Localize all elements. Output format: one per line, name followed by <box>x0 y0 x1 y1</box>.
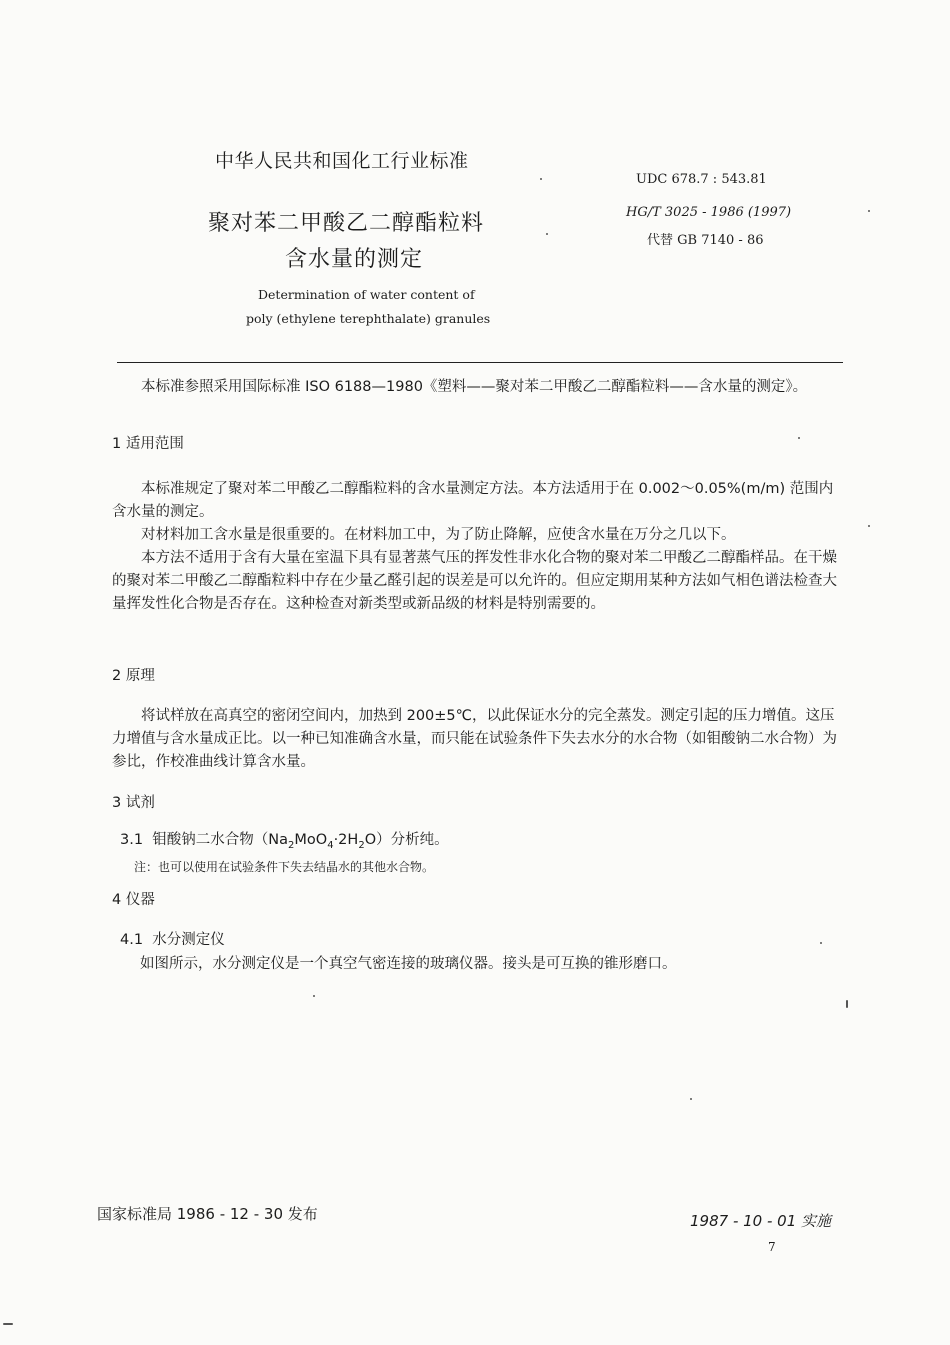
scan-speck <box>3 1323 13 1325</box>
scan-speck <box>868 210 870 212</box>
reagent-text-b: MoO <box>294 832 328 848</box>
section-1-paragraph-3: 本方法不适用于含有大量在室温下具有显著蒸气压的挥发性非水化合物的聚对苯二甲酸乙二醇酯样品。在干燥的聚对苯二甲酸乙二醇酯粒料中存在少量乙醛引起的误差是可以允许的。但应定期用某种方法如气相色谱法检查大量挥发性化合物是否存在。这种检查对新类型或新品级的材料是特别需要的。 <box>112 550 837 612</box>
intro-paragraph: 本标准参照采用国际标准 ISO 6188—1980《塑料——聚对苯二甲酸乙二醇酯粒料——含水量的测定》。 <box>141 379 808 395</box>
section-4-heading: 4 仪器 <box>112 892 155 908</box>
instrument-item-number: 4.1 <box>120 932 144 948</box>
instrument-item-title: 水分测定仪 <box>152 932 225 948</box>
scan-speck <box>798 437 800 439</box>
reagent-note: 注：也可以使用在试验条件下失去结晶水的其他水合物。 <box>134 860 435 874</box>
standard-code: HG/T 3025 - 1986 (1997) <box>626 205 792 220</box>
section-1-heading: 1 适用范围 <box>112 436 184 452</box>
scan-speck <box>868 525 870 527</box>
reagent-item-number: 3.1 <box>120 832 144 848</box>
page-number: 7 <box>768 1240 776 1254</box>
section-3-heading: 3 试剂 <box>112 795 155 811</box>
title-en-line2: poly (ethylene terephthalate) granules <box>246 311 491 326</box>
scan-speck <box>313 995 315 997</box>
reagent-sub-2: 4 <box>327 839 334 851</box>
replaces-standard: 代替 GB 7140 - 86 <box>647 233 764 248</box>
reagent-sub-3: 2 <box>358 839 365 851</box>
header-divider <box>117 362 843 363</box>
standard-organization: 中华人民共和国化工行业标准 <box>215 150 469 172</box>
scan-speck <box>846 1000 848 1008</box>
title-cn-line2: 含水量的测定 <box>285 247 424 272</box>
instrument-item <box>120 929 225 952</box>
reagent-text-c: ·2H <box>333 832 359 848</box>
reagent-text-a: 钼酸钠二水合物（Na <box>152 832 289 848</box>
scan-speck <box>820 942 822 944</box>
title-en-line1: Determination of water content of <box>258 287 475 302</box>
reagent-text-d: O）分析纯。 <box>364 832 449 848</box>
scan-speck <box>690 1098 692 1100</box>
section-2-heading: 2 原理 <box>112 668 155 684</box>
reagent-sub-1: 2 <box>288 839 295 851</box>
instrument-paragraph: 如图所示，水分测定仪是一个真空气密连接的玻璃仪器。接头是可互换的锥形磨口。 <box>140 956 677 972</box>
title-cn-line1: 聚对苯二甲酸乙二醇酯粒料 <box>208 211 485 236</box>
scan-speck <box>540 178 542 180</box>
effective-date: 1987 - 10 - 01 实施 <box>690 1212 832 1230</box>
udc-code: UDC 678.7 : 543.81 <box>636 172 767 187</box>
section-1-paragraph-1: 本标准规定了聚对苯二甲酸乙二醇酯粒料的含水量测定方法。本方法适用于在 0.002～0.05%(m/m) 范围内含水量的测定。 <box>112 481 834 520</box>
issue-date: 国家标准局 1986 - 12 - 30 发布 <box>97 1205 318 1223</box>
section-2-paragraph: 将试样放在高真空的密闭空间内，加热到 200±5℃，以此保证水分的完全蒸发。测定引起的压力增值。这压力增值与含水量成正比。以一种已知准确含水量，而只能在试验条件下失去水分的水合物（如钼酸钠二水合物）为参比，作校准曲线计算含水量。 <box>112 708 837 770</box>
reagent-item <box>120 829 449 857</box>
section-1-paragraph-2: 对材料加工含水量是很重要的。在材料加工中，为了防止降解，应使含水量在万分之几以下。 <box>141 527 736 543</box>
scan-speck <box>546 233 548 235</box>
